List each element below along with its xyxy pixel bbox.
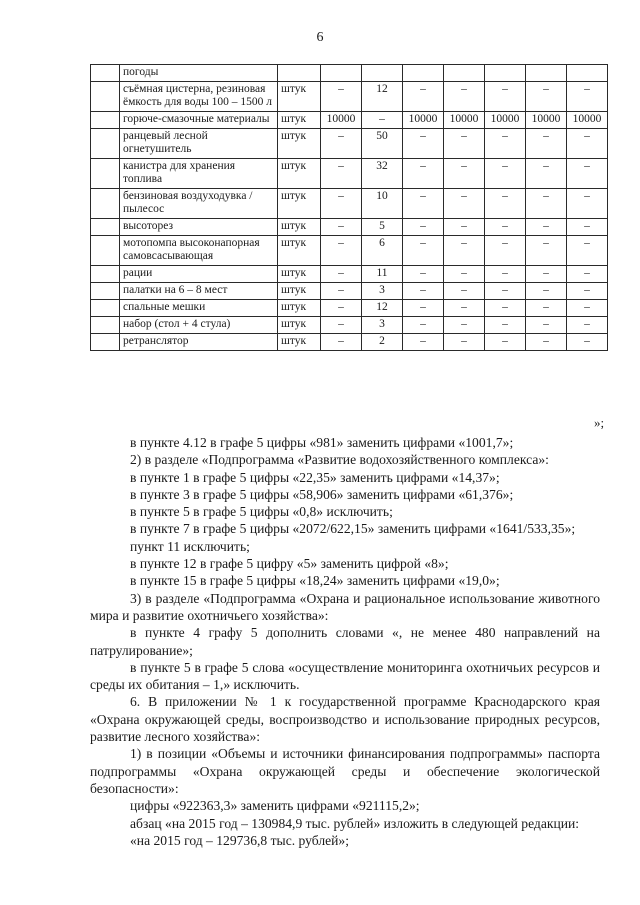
value-cell: – <box>321 283 362 300</box>
table-row <box>91 82 608 112</box>
value-cell: 6 <box>362 236 403 266</box>
value-cell: – <box>526 334 567 351</box>
value-cell: – <box>485 283 526 300</box>
value-cell: – <box>444 334 485 351</box>
amendment-paragraph: 6. В приложении № 1 к государственной программе Краснодарского края «Охрана окружающей среды, воспроизводство и использование природных ресурсов, развитие лесного хозяйства»: <box>90 694 600 745</box>
value-cell: – <box>526 236 567 266</box>
unit-cell: штук <box>278 266 321 283</box>
value-cell: – <box>444 266 485 283</box>
value-cell <box>403 65 444 82</box>
value-cell: – <box>567 159 608 189</box>
value-cell: – <box>321 82 362 112</box>
value-cell: – <box>403 300 444 317</box>
value-cell: – <box>567 334 608 351</box>
item-name-cell: съёмная цистерна, резиновая ёмкость для воды 100 – 1500 л <box>120 82 278 112</box>
value-cell: – <box>403 334 444 351</box>
value-cell: – <box>567 189 608 219</box>
table-row <box>91 129 608 159</box>
unit-cell: штук <box>278 82 321 112</box>
value-cell: – <box>444 189 485 219</box>
value-cell: – <box>321 334 362 351</box>
amendments-text <box>90 434 600 849</box>
value-cell: 50 <box>362 129 403 159</box>
item-name-cell: ретранслятор <box>120 334 278 351</box>
value-cell <box>526 65 567 82</box>
value-cell: – <box>403 82 444 112</box>
value-cell <box>321 65 362 82</box>
value-cell: – <box>485 189 526 219</box>
value-cell: – <box>567 266 608 283</box>
value-cell: – <box>485 82 526 112</box>
item-name-cell: высоторез <box>120 219 278 236</box>
value-cell: – <box>485 129 526 159</box>
value-cell: 10000 <box>485 112 526 129</box>
value-cell: 10000 <box>526 112 567 129</box>
equipment-table <box>90 64 608 351</box>
value-cell: 32 <box>362 159 403 189</box>
value-cell: – <box>321 189 362 219</box>
amendment-paragraph: в пункте 5 в графе 5 цифры «0,8» исключить; <box>130 504 393 520</box>
value-cell: – <box>526 129 567 159</box>
row-number-cell <box>91 266 120 283</box>
amendment-paragraph: абзац «на 2015 год – 130984,9 тыс. рублей» изложить в следующей редакции: <box>130 815 580 831</box>
value-cell: – <box>444 82 485 112</box>
value-cell: – <box>444 159 485 189</box>
row-number-cell <box>91 129 120 159</box>
amendment-paragraph: в пункте 15 в графе 5 цифры «18,24» заменить цифрами «19,0»; <box>130 573 500 589</box>
value-cell: – <box>526 266 567 283</box>
value-cell: – <box>567 283 608 300</box>
value-cell: – <box>485 334 526 351</box>
amendment-paragraph: пункт 11 исключить; <box>130 538 250 554</box>
row-number-cell <box>91 283 120 300</box>
value-cell: – <box>444 219 485 236</box>
amendment-paragraph: в пункте 5 в графе 5 слова «осуществление мониторинга охотничьих ресурсов и среды их обитания – 1,» исключить. <box>90 659 600 693</box>
value-cell: – <box>567 300 608 317</box>
table-row <box>91 283 608 300</box>
value-cell: – <box>567 219 608 236</box>
unit-cell: штук <box>278 219 321 236</box>
amendment-paragraph: в пункте 4.12 в графе 5 цифры «981» заменить цифрами «1001,7»; <box>130 435 514 450</box>
row-number-cell <box>91 159 120 189</box>
value-cell: – <box>485 219 526 236</box>
row-number-cell <box>91 317 120 334</box>
page-number: 6 <box>316 30 324 45</box>
value-cell: – <box>444 300 485 317</box>
unit-cell <box>278 65 321 82</box>
item-name-cell: горюче-смазочные материалы <box>120 112 278 129</box>
item-name-cell: рации <box>120 266 278 283</box>
value-cell: – <box>526 219 567 236</box>
value-cell: – <box>362 112 403 129</box>
value-cell: – <box>567 82 608 112</box>
table-row <box>91 236 608 266</box>
value-cell: – <box>444 129 485 159</box>
row-number-cell <box>91 112 120 129</box>
value-cell: – <box>485 236 526 266</box>
value-cell: – <box>526 159 567 189</box>
value-cell: – <box>485 159 526 189</box>
unit-cell: штук <box>278 112 321 129</box>
amendment-paragraph: 2) в разделе «Подпрограмма «Развитие водохозяйственного комплекса»: <box>130 452 549 468</box>
value-cell: – <box>321 129 362 159</box>
table-row <box>91 300 608 317</box>
unit-cell: штук <box>278 317 321 334</box>
unit-cell: штук <box>278 159 321 189</box>
value-cell: 2 <box>362 334 403 351</box>
table-row <box>91 219 608 236</box>
value-cell: – <box>403 159 444 189</box>
table-row <box>91 334 608 351</box>
value-cell: – <box>567 317 608 334</box>
value-cell: – <box>321 219 362 236</box>
value-cell: – <box>321 266 362 283</box>
value-cell: 12 <box>362 300 403 317</box>
unit-cell: штук <box>278 189 321 219</box>
row-number-cell <box>91 82 120 112</box>
value-cell: – <box>321 159 362 189</box>
equipment-table-body <box>91 65 608 351</box>
value-cell: – <box>526 300 567 317</box>
value-cell: – <box>444 236 485 266</box>
value-cell: – <box>485 300 526 317</box>
value-cell: – <box>403 129 444 159</box>
item-name-cell: ранцевый лесной огнетушитель <box>120 129 278 159</box>
amendment-paragraph: в пункте 12 в графе 5 цифру «5» заменить цифрой «8»; <box>130 556 449 572</box>
table-row <box>91 65 608 82</box>
value-cell: – <box>526 317 567 334</box>
value-cell: – <box>526 283 567 300</box>
row-number-cell <box>91 65 120 82</box>
value-cell: – <box>403 317 444 334</box>
value-cell: 10000 <box>444 112 485 129</box>
amendment-paragraph: 3) в разделе «Подпрограмма «Охрана и рациональное использование животного мира и развитие охотничьего хозяйства»: <box>90 590 600 623</box>
unit-cell: штук <box>278 129 321 159</box>
unit-cell: штук <box>278 283 321 300</box>
amendment-paragraph: в пункте 3 в графе 5 цифры «58,906» заменить цифрами «61,376»; <box>130 486 514 502</box>
value-cell: – <box>444 317 485 334</box>
value-cell: – <box>321 236 362 266</box>
row-number-cell <box>91 189 120 219</box>
value-cell: – <box>526 189 567 219</box>
value-cell: 10000 <box>321 112 362 129</box>
table-row <box>91 112 608 129</box>
value-cell: – <box>444 283 485 300</box>
value-cell: – <box>403 283 444 300</box>
item-name-cell: мотопомпа высоконапорная самовсасывающая <box>120 236 278 266</box>
value-cell: 10000 <box>403 112 444 129</box>
table-row <box>91 266 608 283</box>
value-cell: – <box>485 317 526 334</box>
item-name-cell: палатки на 6 – 8 мест <box>120 283 278 300</box>
value-cell: – <box>567 129 608 159</box>
value-cell: – <box>567 236 608 266</box>
value-cell <box>362 65 403 82</box>
item-name-cell: бензиновая воздуходувка / пылесос <box>120 189 278 219</box>
table-row <box>91 189 608 219</box>
value-cell: 10 <box>362 189 403 219</box>
item-name-cell: спальные мешки <box>120 300 278 317</box>
table-row <box>91 317 608 334</box>
value-cell: 11 <box>362 266 403 283</box>
amendment-paragraph: «на 2015 год – 129736,8 тыс. рублей»; <box>130 832 349 848</box>
value-cell: – <box>403 236 444 266</box>
value-cell: 3 <box>362 283 403 300</box>
value-cell: 12 <box>362 82 403 112</box>
amendment-paragraph: цифры «922363,3» заменить цифрами «921115,2»; <box>130 798 420 814</box>
item-name-cell: канистра для хранения топлива <box>120 159 278 189</box>
item-name-cell: набор (стол + 4 стула) <box>120 317 278 334</box>
value-cell <box>444 65 485 82</box>
table-row <box>91 159 608 189</box>
value-cell: – <box>321 317 362 334</box>
value-cell: – <box>403 219 444 236</box>
amendment-paragraph: 1) в позиции «Объемы и источники финансирования подпрограммы» паспорта подпрограммы «Охрана окружающей среды и обеспечение экологической безопасности»: <box>90 746 600 796</box>
row-number-cell <box>91 300 120 317</box>
value-cell: – <box>321 300 362 317</box>
row-number-cell <box>91 334 120 351</box>
row-number-cell <box>91 219 120 236</box>
row-number-cell <box>91 236 120 266</box>
value-cell: 3 <box>362 317 403 334</box>
amendment-paragraph: в пункте 4 графу 5 дополнить словами «, не менее 480 направлений на патрулирование»; <box>90 625 600 658</box>
value-cell: – <box>403 266 444 283</box>
value-cell: 10000 <box>567 112 608 129</box>
table-closing-mark: »; <box>594 415 605 430</box>
value-cell <box>485 65 526 82</box>
unit-cell: штук <box>278 300 321 317</box>
value-cell <box>567 65 608 82</box>
amendment-paragraph: в пункте 7 в графе 5 цифры «2072/622,15» заменить цифрами «1641/533,35»; <box>130 521 576 537</box>
value-cell: – <box>403 189 444 219</box>
unit-cell: штук <box>278 236 321 266</box>
value-cell: – <box>485 266 526 283</box>
unit-cell: штук <box>278 334 321 351</box>
value-cell: – <box>526 82 567 112</box>
value-cell: 5 <box>362 219 403 236</box>
amendment-paragraph: в пункте 1 в графе 5 цифры «22,35» заменить цифрами «14,37»; <box>130 469 500 485</box>
item-name-cell: погоды <box>120 65 278 82</box>
